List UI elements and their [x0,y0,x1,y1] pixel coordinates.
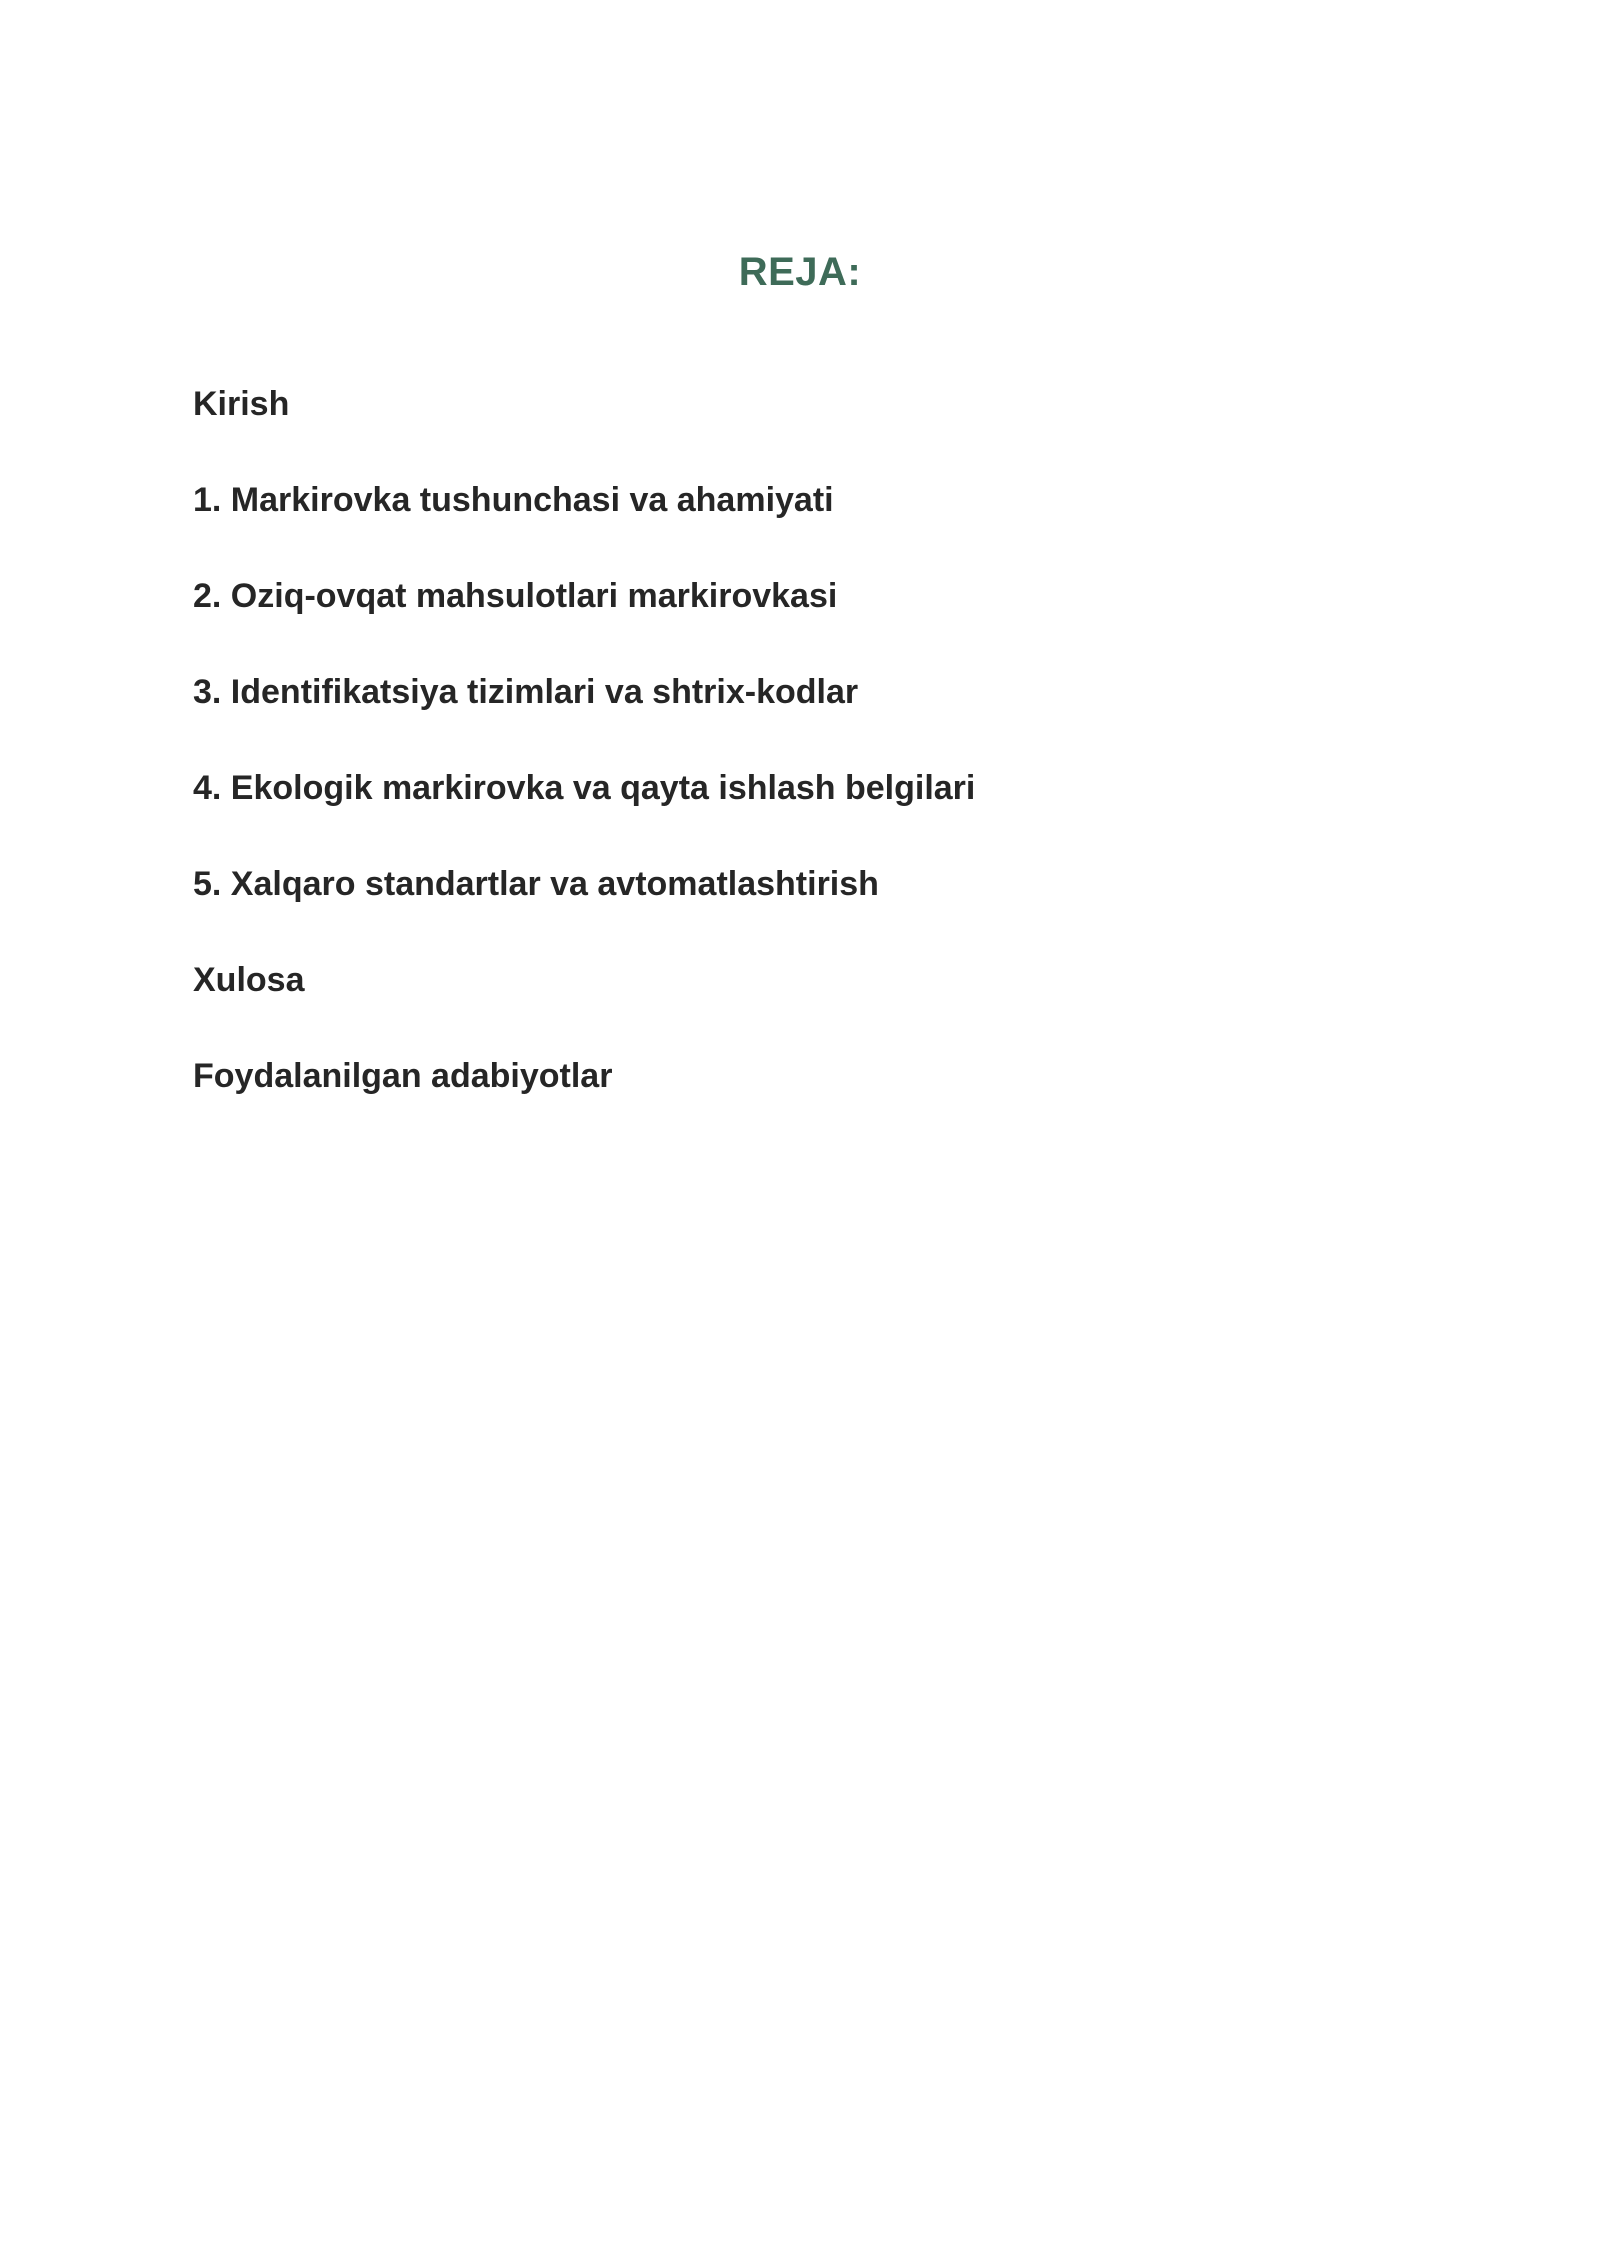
page-title: REJA: [738,250,862,294]
plan-item-2: 2. Oziq-ovqat mahsulotlari markirovkasi [193,577,838,615]
plan-item-conclusion: Xulosa [193,961,305,999]
plan-item-references: Foydalanilgan adabiyotlar [193,1057,613,1095]
plan-item-introduction: Kirish [193,385,290,423]
plan-list [193,382,975,1150]
plan-item-1: 1. Markirovka tushunchasi va ahamiyati [193,481,834,519]
plan-item-5: 5. Xalqaro standartlar va avtomatlashtirish [193,865,879,903]
plan-item-3: 3. Identifikatsiya tizimlari va shtrix-kodlar [193,673,859,711]
plan-item-4: 4. Ekologik markirovka va qayta ishlash belgilari [193,769,976,807]
